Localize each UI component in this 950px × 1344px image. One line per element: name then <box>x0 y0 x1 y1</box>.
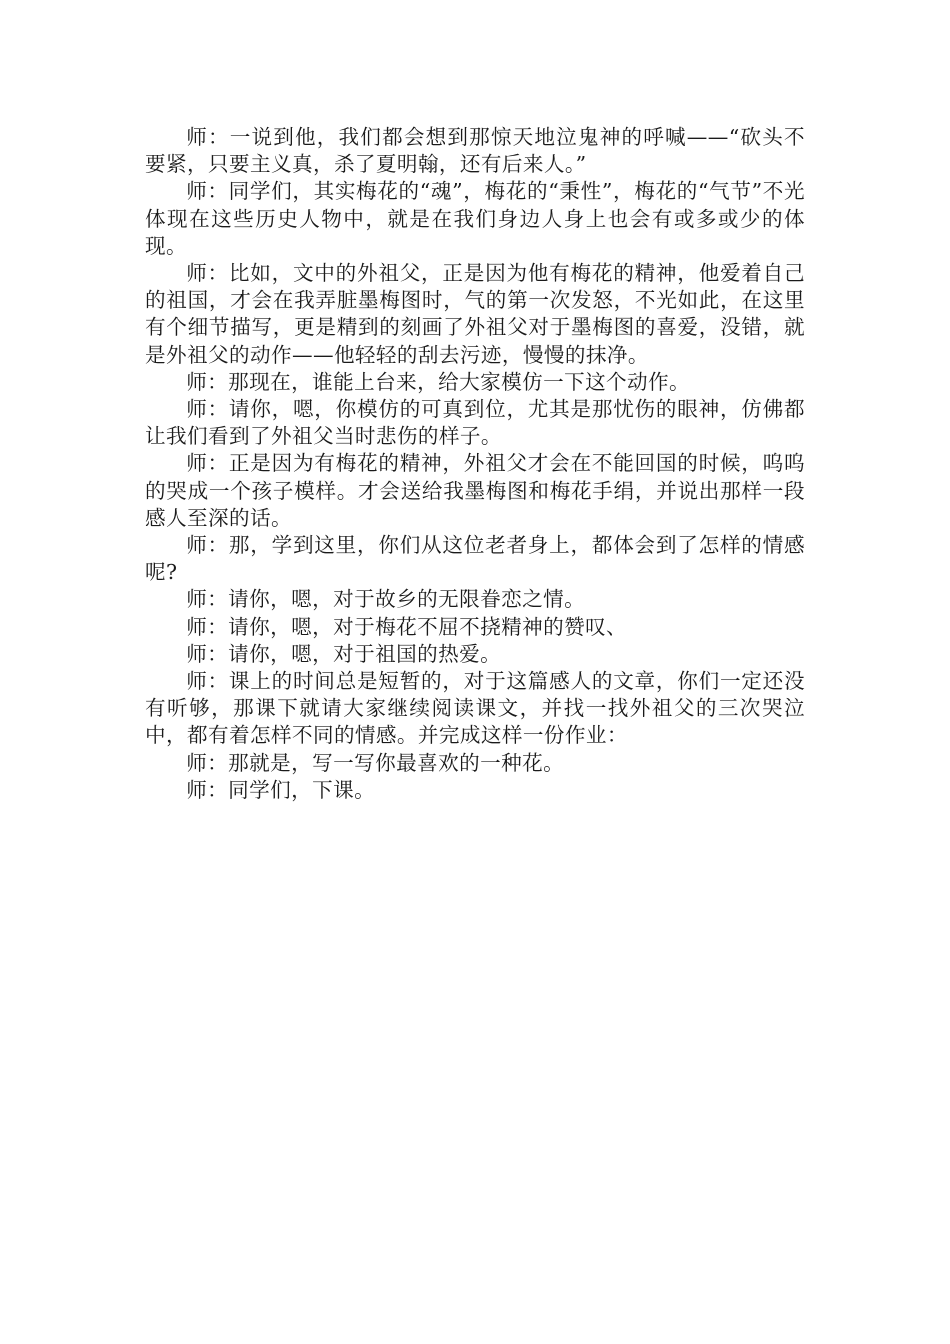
paragraph: 师：请你，嗯，你模仿的可真到位，尤其是那忧伤的眼神，仿佛都让我们看到了外祖父当时悲伤的样子。 <box>145 397 805 449</box>
paragraph: 师：请你，嗯，对于故乡的无限眷恋之情。 <box>186 587 586 612</box>
paragraph: 师：那，学到这里，你们从这位老者身上，都体会到了怎样的情感呢? <box>145 533 805 585</box>
paragraph: 师：请你，嗯，对于梅花不屈不挠精神的赞叹、 <box>186 614 628 639</box>
paragraph: 师：同学们，下课。 <box>186 777 376 802</box>
paragraph: 师：那就是，写一写你最喜欢的一种花。 <box>186 750 565 775</box>
paragraph: 师：比如，文中的外祖父，正是因为他有梅花的精神，他爱着自己的祖国，才会在我弄脏墨梅图时，气的第一次发怒，不光如此，在这里有个细节描写，更是精到的刻画了外祖父对于墨梅图的喜爱，没错，就是外祖父的动作——他轻轻的刮去污迹，慢慢的抹净。 <box>145 261 805 367</box>
paragraph: 师：同学们，其实梅花的“魂”，梅花的“秉性”，梅花的“气节”不光体现在这些历史人物中，就是在我们身边人身上也会有或多或少的体现。 <box>145 179 805 258</box>
document-body <box>145 124 805 804</box>
paragraph: 师：正是因为有梅花的精神，外祖父才会在不能回国的时候，呜呜的哭成一个孩子模样。才会送给我墨梅图和梅花手绢，并说出那样一段感人至深的话。 <box>145 451 805 530</box>
paragraph: 师：一说到他，我们都会想到那惊天地泣鬼神的呼喊——“砍头不要紧，只要主义真，杀了夏明翰，还有后来人。” <box>145 125 805 177</box>
paragraph: 师：那现在，谁能上台来，给大家模仿一下这个动作。 <box>186 369 691 394</box>
paragraph: 师：课上的时间总是短暂的，对于这篇感人的文章，你们一定还没有听够，那课下就请大家继续阅读课文，并找一找外祖父的三次哭泣中，都有着怎样不同的情感。并完成这样一份作业： <box>145 669 805 748</box>
paragraph: 师：请你，嗯，对于祖国的热爱。 <box>186 641 502 666</box>
